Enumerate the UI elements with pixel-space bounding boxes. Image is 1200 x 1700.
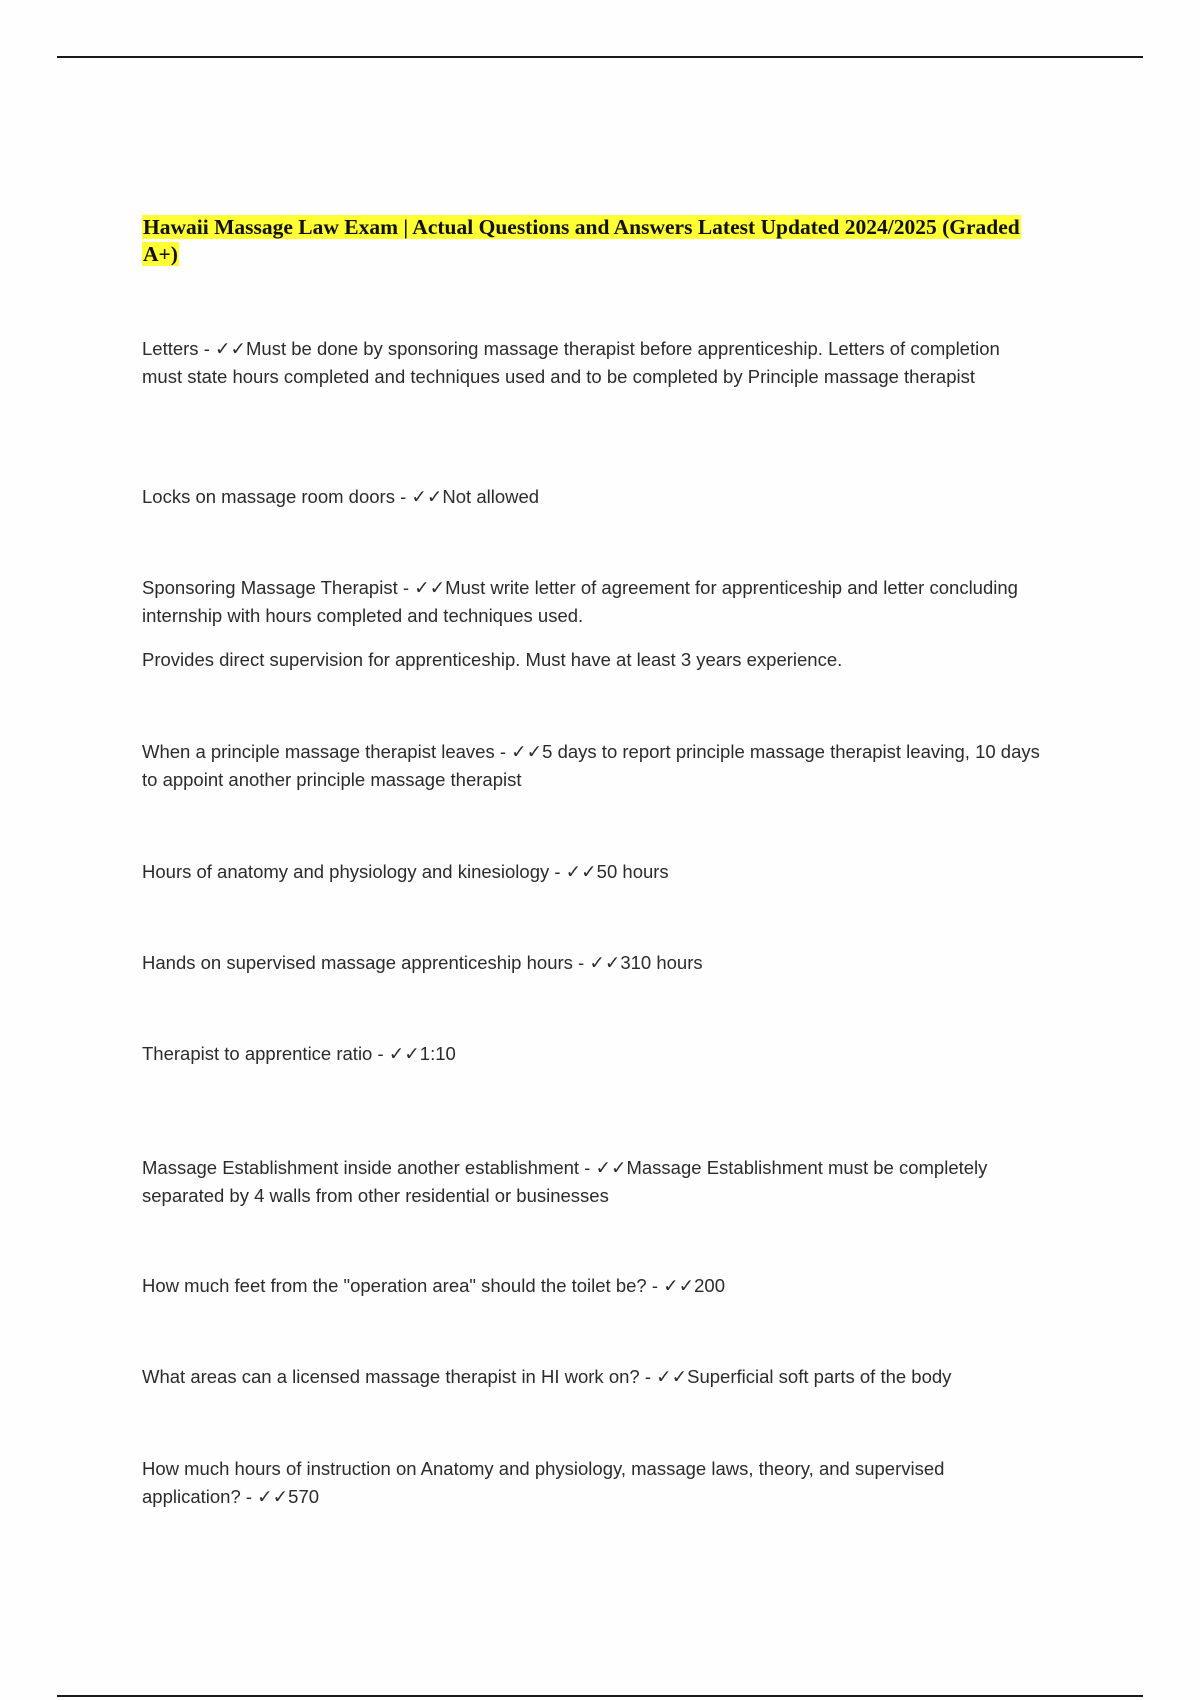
qa-item-establishment: Massage Establishment inside another establishment - ✓✓Massage Establishment must be completely separated by 4 walls from other residential or businesses	[142, 1157, 988, 1206]
document-title	[142, 214, 1042, 268]
qa-item-instruction-hours: How much hours of instruction on Anatomy and physiology, massage laws, theory, and supervised application? - ✓✓570	[142, 1458, 945, 1507]
footer-rule	[57, 1695, 1143, 1697]
qa-item-apprenticeship-hours: Hands on supervised massage apprenticeship hours - ✓✓310 hours	[142, 952, 703, 973]
qa-item-toilet-distance: How much feet from the "operation area" should the toilet be? - ✓✓200	[142, 1275, 726, 1296]
qa-item-principal-leaves: When a principle massage therapist leaves - ✓✓5 days to report principle massage therapist leaving, 10 days to appoint another principle massage therapist	[142, 741, 1040, 790]
qa-item-letters: Letters - ✓✓Must be done by sponsoring massage therapist before apprenticeship. Letters of completion must state hours completed and techniques used and to be completed by Principle massage therapist	[142, 338, 1000, 387]
qa-item-work-areas: What areas can a licensed massage therapist in HI work on? - ✓✓Superficial soft parts of the body	[142, 1366, 952, 1387]
qa-item-locks: Locks on massage room doors - ✓✓Not allowed	[142, 486, 540, 507]
header-rule	[57, 56, 1143, 58]
qa-item-anatomy-hours: Hours of anatomy and physiology and kinesiology - ✓✓50 hours	[142, 861, 669, 882]
qa-item-sponsoring-supervision: Provides direct supervision for apprenticeship. Must have at least 3 years experience.	[142, 649, 843, 670]
qa-item-ratio: Therapist to apprentice ratio - ✓✓1:10	[142, 1043, 456, 1064]
qa-item-sponsoring-therapist: Sponsoring Massage Therapist - ✓✓Must write letter of agreement for apprenticeship and letter concluding internship with hours completed and techniques used.	[142, 577, 1018, 626]
document-title-text: Hawaii Massage Law Exam | Actual Questions and Answers Latest Updated 2024/2025 (Graded A+)	[143, 215, 1020, 266]
